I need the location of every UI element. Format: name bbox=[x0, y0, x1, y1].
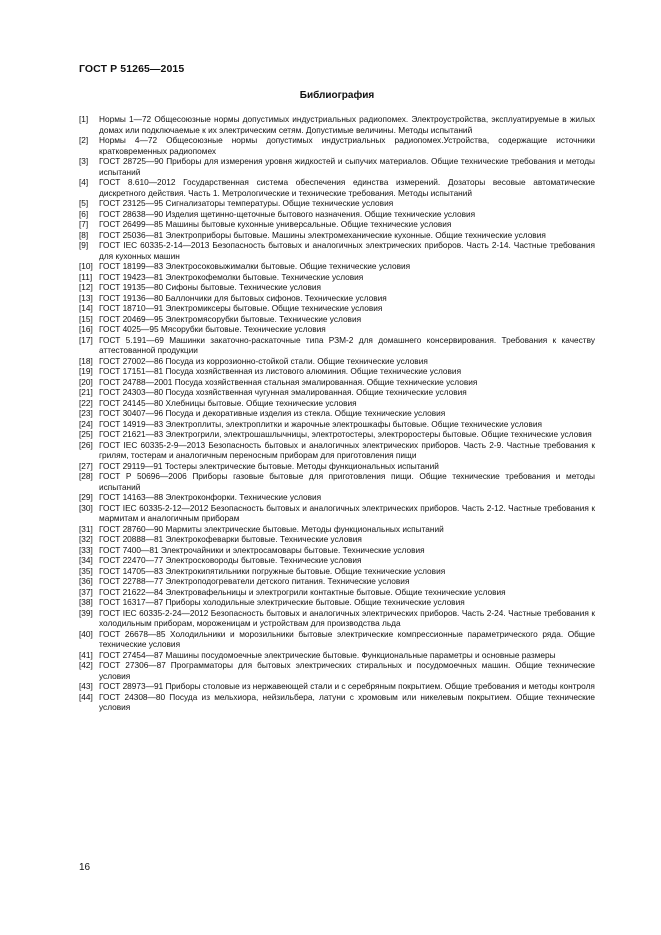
reference-number: [31] bbox=[79, 523, 93, 534]
reference-text: ГОСТ 27002—86 Посуда из коррозионно-стойкой стали. Общие технические условия bbox=[99, 355, 428, 366]
reference-text: ГОСТ 21621—83 Электрогрили, электрошашлычницы, электротостеры, электроростеры бытовые. Общие технические условия bbox=[99, 429, 592, 439]
reference-text: ГОСТ 28973—91 Приборы столовые из нержавеющей стали и с серебряным покрытием. Общие требования и методы контроля bbox=[99, 681, 595, 691]
bibliography-item bbox=[79, 177, 595, 198]
page-number: 16 bbox=[79, 862, 91, 873]
bibliography-item bbox=[79, 524, 595, 535]
reference-text: ГОСТ 29119—91 Тостеры электрические бытовые. Методы функциональных испытаний bbox=[99, 460, 439, 471]
reference-text: ГОСТ 4025—95 Мясорубки бытовые. Технические условия bbox=[99, 324, 326, 334]
bibliography-item bbox=[79, 324, 595, 335]
reference-number: [21] bbox=[79, 387, 93, 397]
reference-number: [29] bbox=[79, 492, 93, 502]
bibliography-item bbox=[79, 366, 595, 377]
reference-number: [17] bbox=[79, 334, 93, 345]
reference-text: ГОСТ 5.191—69 Машинки закаточно-раскаточные типа РЗМ-2 для домашнего консервирования. Требования к качеству аттестованной продукции bbox=[99, 334, 595, 355]
bibliography-item bbox=[79, 377, 595, 388]
reference-number: [18] bbox=[79, 355, 93, 366]
reference-text: ГОСТ 14163—88 Электроконфорки. Технические условия bbox=[99, 492, 322, 502]
reference-number: [9] bbox=[79, 240, 89, 250]
reference-number: [35] bbox=[79, 565, 93, 576]
reference-text: ГОСТ IEC 60335-2-12—2012 Безопасность бытовых и аналогичных электрических приборов. Часть 2-12. Частные требования к мармитам и аналогичным приборам bbox=[99, 502, 595, 523]
reference-number: [32] bbox=[79, 534, 93, 544]
bibliography-list bbox=[79, 114, 595, 713]
bibliography-item bbox=[79, 681, 595, 692]
reference-text: ГОСТ 27454—87 Машины посудомоечные электрические бытовые. Функциональные параметры и основные размеры bbox=[99, 649, 556, 660]
reference-text: ГОСТ 24308—80 Посуда из мельхиора, нейзильбера, латуни с хромовым или никелевым покрытием. Общие технические условия bbox=[99, 691, 595, 712]
reference-number: [26] bbox=[79, 439, 93, 450]
reference-text: ГОСТ 22788—77 Электроподогреватели детского питания. Технические условия bbox=[99, 576, 410, 586]
bibliography-item bbox=[79, 429, 595, 440]
reference-number: [36] bbox=[79, 576, 93, 586]
bibliography-item bbox=[79, 135, 595, 156]
reference-number: [5] bbox=[79, 198, 89, 208]
reference-text: ГОСТ 26499—85 Машины бытовые кухонные универсальные. Общие технические условия bbox=[99, 219, 452, 229]
reference-number: [12] bbox=[79, 282, 93, 292]
bibliography-item bbox=[79, 282, 595, 293]
bibliography-item bbox=[79, 545, 595, 556]
bibliography-item bbox=[79, 408, 595, 419]
bibliography-item bbox=[79, 555, 595, 566]
reference-number: [27] bbox=[79, 460, 93, 471]
bibliography-item bbox=[79, 534, 595, 545]
bibliography-item bbox=[79, 356, 595, 367]
reference-number: [41] bbox=[79, 649, 93, 660]
reference-number: [6] bbox=[79, 208, 89, 219]
reference-number: [25] bbox=[79, 429, 93, 439]
reference-number: [15] bbox=[79, 313, 93, 324]
bibliography-item bbox=[79, 314, 595, 325]
bibliography-item bbox=[79, 335, 595, 356]
bibliography-item bbox=[79, 587, 595, 598]
reference-number: [42] bbox=[79, 660, 93, 670]
bibliography-item bbox=[79, 608, 595, 629]
reference-text: ГОСТ IEC 60335-2-24—2012 Безопасность бытовых и аналогичных электрических приборов. Часть 2-24. Частные требования к холодильным приборам, мороженицам и устройствам для производства льда bbox=[99, 607, 595, 628]
bibliography-item bbox=[79, 219, 595, 230]
bibliography-item bbox=[79, 272, 595, 283]
bibliography-item bbox=[79, 503, 595, 524]
reference-text: ГОСТ 17151—81 Посуда хозяйственная из листового алюминия. Общие технические условия bbox=[99, 366, 462, 376]
reference-text: ГОСТ 14919—83 Электроплиты, электроплитки и жарочные электрошкафы бытовые. Общие технические условия bbox=[99, 418, 542, 429]
bibliography-item bbox=[79, 650, 595, 661]
reference-number: [38] bbox=[79, 597, 93, 607]
bibliography-item bbox=[79, 156, 595, 177]
bibliography-item bbox=[79, 660, 595, 681]
reference-number: [3] bbox=[79, 156, 89, 166]
document-code: ГОСТ Р 51265—2015 bbox=[79, 63, 185, 75]
reference-text: ГОСТ 18199—83 Электросоковыжималки бытовые. Общие технические условия bbox=[99, 261, 411, 271]
reference-number: [43] bbox=[79, 681, 93, 691]
reference-text: ГОСТ 22470—77 Электросковороды бытовые. Технические условия bbox=[99, 555, 362, 565]
reference-text: ГОСТ 19135—80 Сифоны бытовые. Технические условия bbox=[99, 282, 321, 292]
bibliography-item bbox=[79, 230, 595, 241]
reference-text: ГОСТ 20888—81 Электрокофеварки бытовые. Технические условия bbox=[99, 534, 362, 544]
bibliography-item bbox=[79, 240, 595, 261]
reference-number: [39] bbox=[79, 607, 93, 618]
reference-text: Нормы 4—72 Общесоюзные нормы допустимых индустриальных радиопомех.Устройства, содержащие источники кратковременных радиопомех bbox=[99, 135, 595, 156]
reference-text: ГОСТ 28638—90 Изделия щетинно-щеточные бытового назначения. Общие технические условия bbox=[99, 208, 476, 219]
reference-text: ГОСТ 21622—84 Электровафельницы и электрогрили контактные бытовые. Общие технические условия bbox=[99, 586, 506, 597]
reference-text: ГОСТ 25036—81 Электроприборы бытовые. Машины электромеханические кухонные. Общие технические условия bbox=[99, 229, 546, 240]
section-title: Библиография bbox=[299, 90, 375, 101]
bibliography-item bbox=[79, 398, 595, 409]
bibliography-item bbox=[79, 471, 595, 492]
bibliography-item bbox=[79, 440, 595, 461]
bibliography-item bbox=[79, 387, 595, 398]
reference-number: [4] bbox=[79, 177, 89, 187]
reference-number: [37] bbox=[79, 586, 93, 597]
reference-number: [11] bbox=[79, 271, 93, 282]
reference-text: ГОСТ 26678—85 Холодильники и морозильники бытовые электрические компрессионные параметрического ряда. Общие технические условия bbox=[99, 628, 595, 649]
bibliography-item bbox=[79, 692, 595, 713]
reference-text: ГОСТ 28725—90 Приборы для измерения уровня жидкостей и сыпучих материалов. Общие технические требования и методы испытаний bbox=[99, 156, 595, 177]
reference-number: [44] bbox=[79, 691, 93, 702]
bibliography-item bbox=[79, 629, 595, 650]
reference-number: [22] bbox=[79, 397, 93, 408]
bibliography-item bbox=[79, 576, 595, 587]
reference-text: ГОСТ 14705—83 Электрокипятильники погружные бытовые. Общие технические условия bbox=[99, 565, 446, 576]
reference-text: ГОСТ 28760—90 Мармиты электрические бытовые. Методы функциональных испытаний bbox=[99, 523, 444, 534]
reference-number: [13] bbox=[79, 292, 93, 303]
bibliography-item bbox=[79, 492, 595, 503]
reference-text: ГОСТ 27306—87 Программаторы для бытовых электрических стиральных и посудомоечных машин. Общие технические условия bbox=[99, 660, 595, 681]
reference-text: ГОСТ 18710—91 Электромиксеры бытовые. Общие технические условия bbox=[99, 303, 383, 313]
reference-number: [30] bbox=[79, 502, 93, 513]
reference-text: ГОСТ 20469—95 Электромясорубки бытовые. Технические условия bbox=[99, 313, 362, 324]
reference-text: ГОСТ IEC 60335-2-9—2013 Безопасность бытовых и аналогичных электрических приборов. Часть 2-9. Частные требования к грилям, тостерам и аналогичным переносным приборам для приготовления пищи bbox=[99, 439, 595, 460]
reference-text: ГОСТ 8.610—2012 Государственная система обеспечения единства измерений. Дозаторы весовые автоматические дискретного действия. Часть 1. Метрологические и технические требования. Методы испытаний bbox=[99, 177, 595, 198]
bibliography-item bbox=[79, 303, 595, 314]
reference-number: [14] bbox=[79, 303, 93, 313]
bibliography-item bbox=[79, 461, 595, 472]
reference-number: [1] bbox=[79, 114, 89, 124]
reference-text: ГОСТ 24303—80 Посуда хозяйственная чугунная эмалированная. Общие технические условия bbox=[99, 387, 467, 397]
bibliography-item bbox=[79, 566, 595, 577]
reference-text: ГОСТ 19423—81 Электрокофемолки бытовые. Технические условия bbox=[99, 271, 364, 282]
reference-text: ГОСТ 19136—80 Баллончики для бытовых сифонов. Технические условия bbox=[99, 292, 387, 303]
reference-number: [7] bbox=[79, 219, 89, 229]
reference-text: ГОСТ IEC 60335-2-14—2013 Безопасность бытовых и аналогичных электрических приборов. Часть 2-14. Частные требования для кухонных машин bbox=[99, 240, 595, 261]
bibliography-item bbox=[79, 114, 595, 135]
reference-number: [24] bbox=[79, 418, 93, 429]
bibliography-item bbox=[79, 419, 595, 430]
bibliography-item bbox=[79, 209, 595, 220]
reference-number: [28] bbox=[79, 471, 93, 481]
reference-text: ГОСТ 24788—2001 Посуда хозяйственная стальная эмалированная. Общие технические условия bbox=[99, 376, 478, 387]
reference-number: [8] bbox=[79, 229, 89, 240]
reference-text: ГОСТ 30407—96 Посуда и декоративные изделия из стекла. Общие технические условия bbox=[99, 408, 446, 418]
reference-text: ГОСТ 16317—87 Приборы холодильные электрические бытовые. Общие технические условия bbox=[99, 597, 465, 607]
reference-number: [10] bbox=[79, 261, 93, 271]
reference-number: [2] bbox=[79, 135, 89, 145]
bibliography-item bbox=[79, 198, 595, 209]
reference-number: [20] bbox=[79, 376, 93, 387]
reference-number: [16] bbox=[79, 324, 93, 334]
bibliography-item bbox=[79, 597, 595, 608]
reference-text: ГОСТ 23125—95 Сигнализаторы температуры. Общие технические условия bbox=[99, 198, 394, 208]
reference-number: [34] bbox=[79, 555, 93, 565]
reference-text: ГОСТ Р 50696—2006 Приборы газовые бытовые для приготовления пищи. Общие технические требования и методы испытаний bbox=[99, 471, 595, 492]
bibliography-item bbox=[79, 261, 595, 272]
bibliography-item bbox=[79, 293, 595, 304]
reference-text: ГОСТ 24145—80 Хлебницы бытовые. Общие технические условия bbox=[99, 397, 357, 408]
reference-number: [33] bbox=[79, 544, 93, 555]
reference-number: [19] bbox=[79, 366, 93, 376]
reference-text: Нормы 1—72 Общесоюзные нормы допустимых индустриальных радиопомех. Электроустройства, эксплуатируемые в жилых домах или подключаемые к их электрическим сетям. Допустимые величины. Методы испытаний bbox=[99, 114, 595, 135]
reference-number: [23] bbox=[79, 408, 93, 418]
reference-number: [40] bbox=[79, 628, 93, 639]
reference-text: ГОСТ 7400—81 Электрочайники и электросамовары бытовые. Технические условия bbox=[99, 544, 425, 555]
